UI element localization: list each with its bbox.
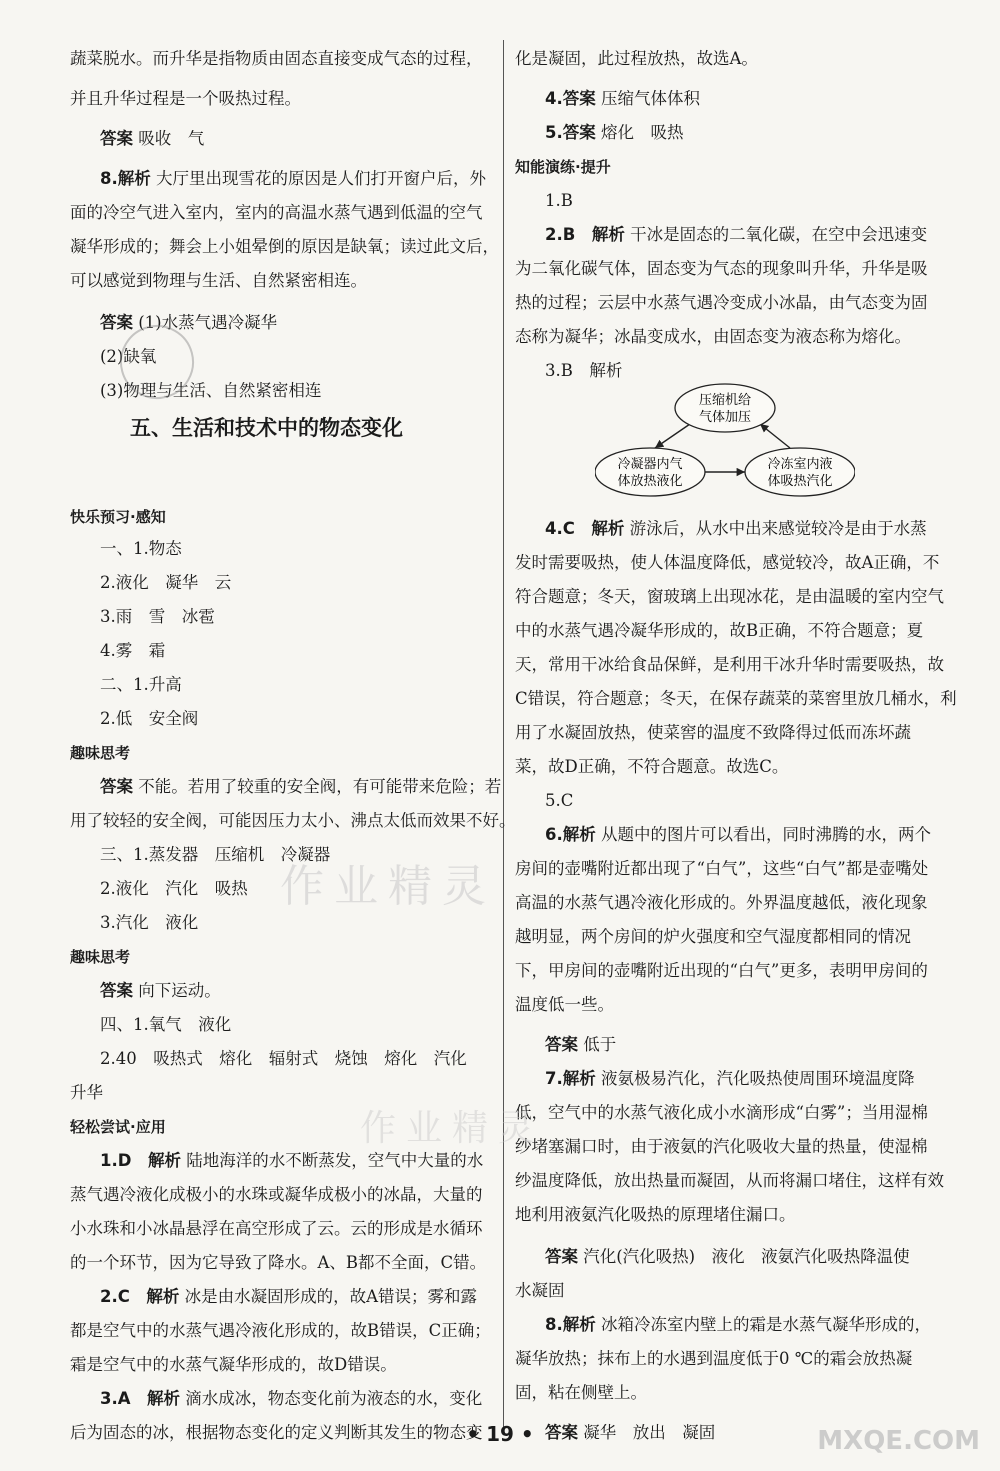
text-line: 并且升华过程是一个吸热过程。 bbox=[70, 89, 301, 108]
text-line: 4.雾 霜 bbox=[100, 641, 166, 660]
text-line: 房间的壶嘴附近都出现了“白气”，这些“白气”都是壶嘴处 bbox=[515, 859, 929, 878]
line-body: 向下运动。 bbox=[133, 981, 221, 1000]
label-lead: 答案 bbox=[545, 1035, 578, 1054]
label-lead: 5.答案 bbox=[545, 123, 596, 142]
text-line: 三、1.蒸发器 压缩机 冷凝器 bbox=[100, 845, 331, 864]
label-lead: 2.C 解析 bbox=[100, 1287, 180, 1306]
text-line: 发时需要吸热，使人体温度降低，感觉较冷，故A正确，不 bbox=[515, 553, 940, 572]
label-lead: 6.解析 bbox=[545, 825, 596, 844]
line-body: 大厅里出现雪花的原因是人们打开窗户后，外 bbox=[150, 169, 486, 188]
text-line: 2.低 安全阀 bbox=[100, 709, 199, 728]
line-body: 从题中的图片可以看出，同时沸腾的水，两个 bbox=[595, 825, 931, 844]
text-line: 高温的水蒸气遇冷液化形成的。外界温度越低，液化现象 bbox=[515, 893, 928, 912]
label-lead: 答案 bbox=[100, 313, 133, 332]
text-line: 用了较轻的安全阀，可能因压力太小、沸点太低而效果不好。 bbox=[70, 811, 516, 830]
text-line: 温度低一些。 bbox=[515, 995, 614, 1014]
label-lead: 4.答案 bbox=[545, 89, 596, 108]
text-line: 都是空气中的水蒸气遇冷液化形成的，故B错误，C正确； bbox=[70, 1321, 491, 1340]
label-lead: 答案 bbox=[100, 129, 133, 148]
text-line: 用了水凝固放热，使菜窖的温度不致降得过低而冻坏蔬 bbox=[515, 723, 911, 742]
text-line: 升华 bbox=[70, 1083, 103, 1102]
cycle-node-label: 气体加压 bbox=[698, 410, 752, 425]
text-line: 2.液化 凝华 云 bbox=[100, 573, 232, 592]
text-line bbox=[70, 1286, 477, 1308]
label-lead: 8.解析 bbox=[100, 169, 151, 188]
text-line: 一、1.物态 bbox=[100, 539, 182, 558]
cycle-node-label: 体放热液化 bbox=[617, 474, 683, 489]
line-body: 冰箱冷冻室内壁上的霜是水蒸气凝华形成的， bbox=[595, 1315, 931, 1334]
text-line: 四、1.氧气 液化 bbox=[100, 1015, 232, 1034]
text-line: 知能演练·提升 bbox=[515, 158, 611, 176]
line-body: 吸收 气 bbox=[133, 129, 205, 148]
text-line: 2.液化 汽化 吸热 bbox=[100, 879, 248, 898]
text-line: 天，常用干冰给食品保鲜，是利用干冰升华时需要吸热，故 bbox=[515, 655, 944, 674]
column-divider bbox=[503, 40, 504, 1435]
line-body: 滴水成冰，物态变化前为液态的水，变化 bbox=[180, 1389, 483, 1408]
text-line: 3.汽化 液化 bbox=[100, 913, 199, 932]
cycle-node-label: 冷冻室内液 bbox=[767, 457, 833, 472]
section-title: 五、生活和技术中的物态变化 bbox=[130, 416, 403, 440]
label-lead: 7.解析 bbox=[545, 1069, 596, 1088]
text-line bbox=[515, 224, 927, 246]
text-line: 3.雨 雪 冰雹 bbox=[100, 607, 215, 626]
label-lead: 2.B 解析 bbox=[545, 225, 625, 244]
text-line bbox=[70, 1388, 482, 1410]
text-line: 的一个环节，因为它导致了降水。A、B都不全面，C错。 bbox=[70, 1253, 487, 1272]
text-line: 2.40 吸热式 熔化 辐射式 烧蚀 熔化 汽化 bbox=[100, 1049, 467, 1068]
text-line: 中的水蒸气遇冷凝华形成的，故B正确，不符合题意；夏 bbox=[515, 621, 924, 640]
text-line bbox=[70, 776, 501, 798]
text-line bbox=[515, 518, 927, 540]
text-line: (2)缺氧 bbox=[100, 347, 157, 366]
line-body: 凝华 放出 凝固 bbox=[578, 1423, 716, 1442]
text-line: 面的冷空气进入室内，室内的高温水蒸气遇到低温的空气 bbox=[70, 203, 483, 222]
cycle-node-label: 体吸热汽化 bbox=[767, 474, 833, 489]
text-line: 蔬菜脱水。而升华是指物质由固态直接变成气态的过程， bbox=[70, 49, 483, 68]
label-lead: 4.C 解析 bbox=[545, 519, 625, 538]
text-line: 化是凝固，此过程放热，故选A。 bbox=[515, 49, 758, 68]
text-line: 蒸气遇冷液化成极小的水珠或凝华成极小的冰晶，大量的 bbox=[70, 1185, 483, 1204]
label-lead: 1.D 解析 bbox=[100, 1151, 181, 1170]
text-line: 二、1.升高 bbox=[100, 675, 182, 694]
text-line: 固，粘在侧壁上。 bbox=[515, 1383, 647, 1402]
text-line bbox=[515, 88, 700, 110]
text-line bbox=[70, 980, 221, 1002]
text-line bbox=[515, 1034, 616, 1056]
label-lead: 答案 bbox=[545, 1423, 578, 1442]
cycle-diagram bbox=[595, 380, 855, 500]
text-line: 态称为凝华；冰晶变成水，由固态变为液态称为熔化。 bbox=[515, 327, 911, 346]
text-line bbox=[70, 1150, 483, 1172]
text-line: 凝华放热；抹布上的水遇到温度低于0 ℃的霜会放热凝 bbox=[515, 1349, 913, 1368]
line-body: 压缩气体体积 bbox=[595, 89, 700, 108]
line-body: (1)水蒸气遇冷凝华 bbox=[133, 313, 278, 332]
cycle-arrow bbox=[655, 424, 690, 448]
text-line bbox=[515, 1314, 931, 1336]
text-line: 越明显，两个房间的炉火强度和空气湿度都相同的情况 bbox=[515, 927, 911, 946]
text-line: 凝华形成的；舞会上小姐晕倒的原因是缺氧；读过此文后， bbox=[70, 237, 499, 256]
text-line: 轻松尝试·应用 bbox=[70, 1118, 166, 1136]
line-body: 不能。若用了较重的安全阀，有可能带来危险；若 bbox=[133, 777, 502, 796]
line-body: 低于 bbox=[578, 1035, 617, 1054]
cycle-node-label: 冷凝器内气 bbox=[617, 457, 683, 472]
text-line: (3)物理与生活、自然紧密相连 bbox=[100, 381, 322, 400]
cycle-node-label: 压缩机给 bbox=[698, 393, 752, 408]
text-line: 后为固态的冰，根据物态变化的定义判断其发生的物态变 bbox=[70, 1423, 483, 1442]
label-lead: 3.A 解析 bbox=[100, 1389, 181, 1408]
text-line bbox=[70, 168, 486, 190]
text-line: 趣味思考 bbox=[70, 744, 131, 762]
watermark-faint: 作业精灵 bbox=[360, 1108, 545, 1149]
line-body: 熔化 吸热 bbox=[595, 123, 684, 142]
cycle-arrow bbox=[760, 424, 790, 448]
line-body: 干冰是固态的二氧化碳，在空中会迅速变 bbox=[624, 225, 928, 244]
text-line bbox=[70, 128, 204, 150]
text-line: 水凝固 bbox=[515, 1281, 565, 1300]
text-line: 下，甲房间的壶嘴附近出现的“白气”更多，表明甲房间的 bbox=[515, 961, 928, 980]
text-line bbox=[515, 1246, 910, 1268]
text-line: 低，空气中的水蒸气液化成小水滴形成“白雾”；当用湿棉 bbox=[515, 1103, 928, 1122]
text-line: 3.B 解析 bbox=[545, 361, 623, 380]
text-line: 菜，故D正确，不符合题意。故选C。 bbox=[515, 757, 789, 776]
text-line: 为二氧化碳气体，固态变为气态的现象叫升华，升华是吸 bbox=[515, 259, 928, 278]
label-lead: 8.解析 bbox=[545, 1315, 596, 1334]
text-line: 霜是空气中的水蒸气凝华形成的，故D错误。 bbox=[70, 1355, 397, 1374]
text-line: 符合题意；冬天，窗玻璃上出现冰花，是由温暖的室内空气 bbox=[515, 587, 944, 606]
line-body: 陆地海洋的水不断蒸发，空气中大量的水 bbox=[180, 1151, 484, 1170]
text-line: 5.C bbox=[545, 791, 574, 810]
label-lead: 答案 bbox=[100, 777, 133, 796]
text-line bbox=[515, 824, 931, 846]
corner-logo: MXQE.COM bbox=[817, 1426, 980, 1456]
text-line: 可以感觉到物理与生活、自然紧密相连。 bbox=[70, 271, 367, 290]
line-body: 液氨极易汽化，汽化吸热使周围环境温度降 bbox=[595, 1069, 915, 1088]
text-line: 趣味思考 bbox=[70, 948, 131, 966]
label-lead: 答案 bbox=[545, 1247, 578, 1266]
text-line: 热的过程；云层中水蒸气遇冷变成小冰晶，由气态变为固 bbox=[515, 293, 928, 312]
line-body: 游泳后，从水中出来感觉较冷是由于水蒸 bbox=[624, 519, 927, 538]
watermark: 作业精灵 bbox=[280, 861, 496, 912]
text-line: 快乐预习·感知 bbox=[70, 508, 166, 526]
line-body: 汽化(汽化吸热) 液化 液氨汽化吸热降温使 bbox=[578, 1247, 910, 1266]
label-lead: 答案 bbox=[100, 981, 133, 1000]
text-line: 地利用液氨汽化吸热的原理堵住漏口。 bbox=[515, 1205, 796, 1224]
text-line bbox=[515, 122, 684, 144]
text-line bbox=[515, 1068, 915, 1090]
text-line: C错误，符合题意；冬天，在保存蔬菜的菜窖里放几桶水，利 bbox=[515, 689, 957, 708]
text-line: 纱堵塞漏口时，由于液氨的汽化吸收大量的热量，使湿棉 bbox=[515, 1137, 928, 1156]
text-line: 纱温度降低，放出热量而凝固，从而将漏口堵住，这样有效 bbox=[515, 1171, 944, 1190]
text-line: 小水珠和小冰晶悬浮在高空形成了云。云的形成是水循环 bbox=[70, 1219, 483, 1238]
page-number: • 19 • bbox=[466, 1422, 534, 1446]
line-body: 冰是由水凝固形成的，故A错误；雾和露 bbox=[179, 1287, 478, 1306]
text-line: 1.B bbox=[545, 191, 573, 210]
